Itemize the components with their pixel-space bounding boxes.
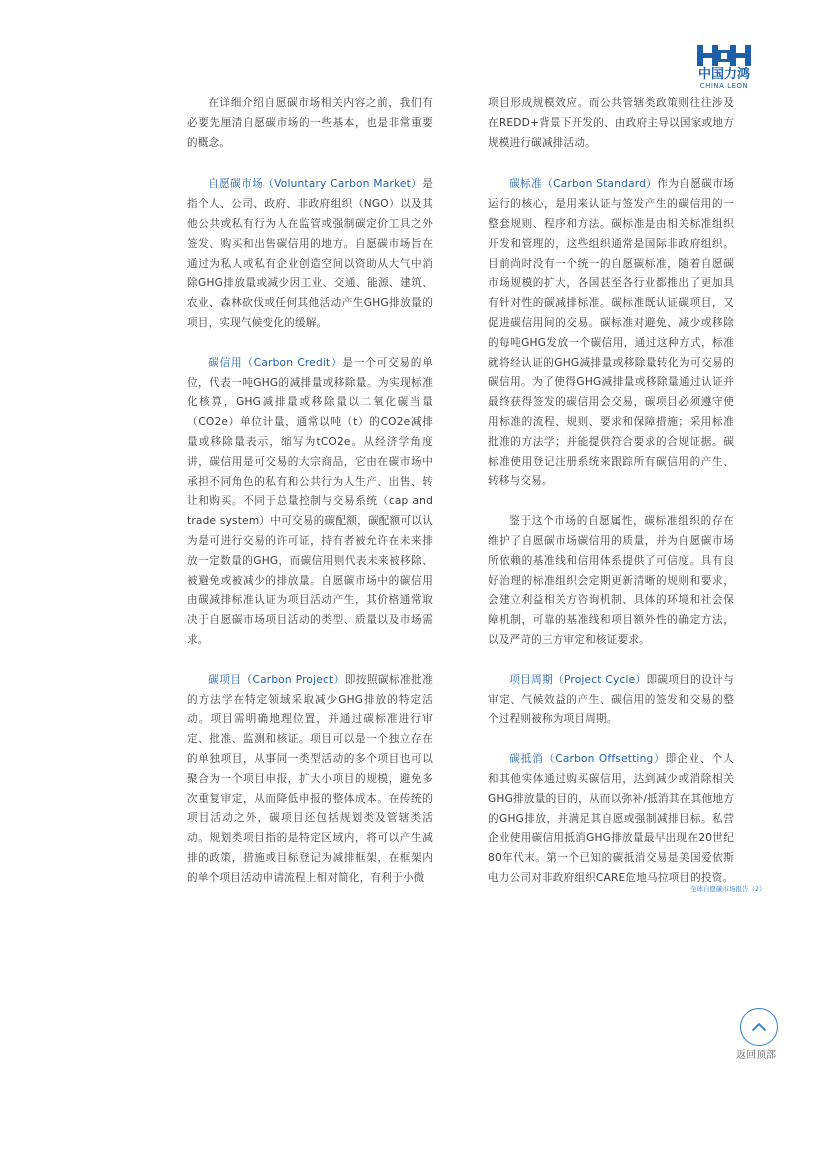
carbon-project-paragraph [187,671,433,889]
definition-project-cycle: 即碳项目的设计与审定、气候效益的产生、碳信用的签发和交易的整个过程则被称为项目周期。 [488,673,734,726]
term-carbon-offsetting: 碳抵消（Carbon Offsetting） [509,753,666,766]
chevron-up-icon [750,1018,768,1036]
term-carbon-project: 碳项目（Carbon Project） [208,673,345,686]
carbon-project-continuation: 项目形成规模效应。而公共管辖类政策则往往涉及在REDD+背景下开发的、由政府主导以国家或地方规模进行碳减排活动。 [488,97,734,149]
definition-carbon-project: 即按照碳标准批准的方法学在特定领域采取减少GHG排放的特定活动。项目需明确地理位置，并通过碳标准进行审定、批准、监测和核证。项目可以是一个独立存在的单独项目，从事同一类型活动的多个项目也可以聚合为一个项目申报，扩大小项目的规模，避免多次重复审定，从而降低申报的整体成本。在传统的项目活动之外，碳项目还包括规划类及管辖类活动。规划类项目指的是特定区域内，将可以产生减排的政策，措施或目标登记为减排框架，在框架内的单个项目活动申请流程上相对简化，有利于小微 [187,673,433,884]
project-cycle-paragraph [488,671,734,730]
carbon-standard-paragraph [488,175,734,492]
logo-mark-icon [694,42,754,68]
definition-carbon-standard: 作为自愿碳市场运行的核心，是用来认证与签发产生的碳信用的一整套规则、程序和方法。碳标准是由相关标准组织开发和管理的，这些组织通常是国际非政府组织。目前尚时没有一个统一的自愿碳标准，随着自愿碳市场规模的扩大，各国甚至各行业都推出了更加具有针对性的碳减排标准。碳标准既认证碳项目，又促进碳信用间的交易。碳标准对避免、减少或移除的每吨GHG发放一个碳信用，通过这种方式，标准就将经认证的GHG减排量或移除量转化为可交易的碳信用。为了使得GHG减排量或移除量通过认证并最终获得签发的碳信用会交易，碳项目必须遵守使用标准的流程、规则、要求和保障措施；采用标准批准的方法学；并能提供符合要求的合规证据。碳标准使用登记注册系统来跟踪所有碳信用的产生、转移与交易。 [488,178,734,488]
intro-paragraph: 在详细介绍自愿碳市场相关内容之前，我们有必要先厘清自愿碳市场的一些基本，也是非常重要的概念。 [187,97,433,149]
company-logo [694,42,754,92]
term-carbon-standard: 碳标准（Carbon Standard） [509,178,658,191]
carbon-offsetting-paragraph [488,750,734,889]
definition-voluntary-carbon-market: 是指个人、公司、政府、非政府组织（NGO）以及其他公共或私有行为人在监管或强制碳定价工具之外签发、购买和出售碳信用的地方。自愿碳市场旨在通过为私人或私有企业创造空间以资助从大气中消除GHG排放量或减少因工业、交通、能源、建筑、农业、森林砍伐或任何其他活动产生GHG排放量的项目，实现气候变化的缓解。 [187,178,433,329]
term-project-cycle: 项目周期（Project Cycle） [509,673,647,686]
back-to-top-button[interactable] [740,1008,778,1046]
right-column [488,94,734,889]
back-to-top-label[interactable]: 返回顶部 [736,1050,776,1061]
logo-text-en: CHINA LEON [699,82,749,90]
definition-carbon-credit: 是一个可交易的单位，代表一吨GHG的减排量或移除量。为实现标准化核算，GHG减排量或移除量以二氧化碳当量（CO2e）单位计量，通常以吨（t）的CO2e减排量或移除量表示，缩写为tCO2e。从经济学角度讲，碳信用是可交易的大宗商品，它由在碳市场中承担不同角色的私有和公共行为人生产、出售、转让和购买。不同于总量控制与交易系统（cap and trade system）中可交易的碳配额，碳配额可以认为是可进行交易的许可证，持有者被允许在未来排放一定数量的GHG，而碳信用则代表未来被移除、被避免或被减少的排放量。自愿碳市场中的碳信用由碳减排标准认证为项目活动产生，其价格通常取决于自愿碳市场项目活动的类型、质量以及市场需求。 [187,356,433,646]
left-column [187,94,433,888]
voluntary-carbon-market-paragraph [187,175,433,333]
logo-text-cn: 中国力鸿 [697,67,750,82]
term-carbon-credit: 碳信用（Carbon Credit） [208,356,343,369]
standard-organization-paragraph: 鉴于这个市场的自愿属性，碳标准组织的存在维护了自愿碳市场碳信用的质量，并为自愿碳市场所依赖的基准线和信用体系提供了可信度。具有良好治理的标准组织会定期更新清晰的规则和要求，会建立利益相关方咨询机制、具体的环境和社会保障机制，可靠的基准线和项目额外性的确定方法，以及严苛的三方审定和核证要求。 [488,515,734,646]
term-voluntary-carbon-market: 自愿碳市场（Voluntary Carbon Market） [208,178,423,191]
carbon-credit-paragraph [187,354,433,651]
definition-carbon-offsetting: 即企业、个人和其他实体通过购买碳信用，达到减少或消除相关GHG排放量的目的，从而以弥补/抵消其在其他地方的GHG排放，并满足其自愿或强制减排目标。私营企业使用碳信用抵消GHG排放量最早出现在20世纪80年代末。第一个已知的碳抵消交易是美国爱依斯电力公司对非政府组织CARE危地马拉项目的投资。 [488,753,734,884]
page-footnote: 全球自愿碳市场报告（2） [690,885,766,893]
